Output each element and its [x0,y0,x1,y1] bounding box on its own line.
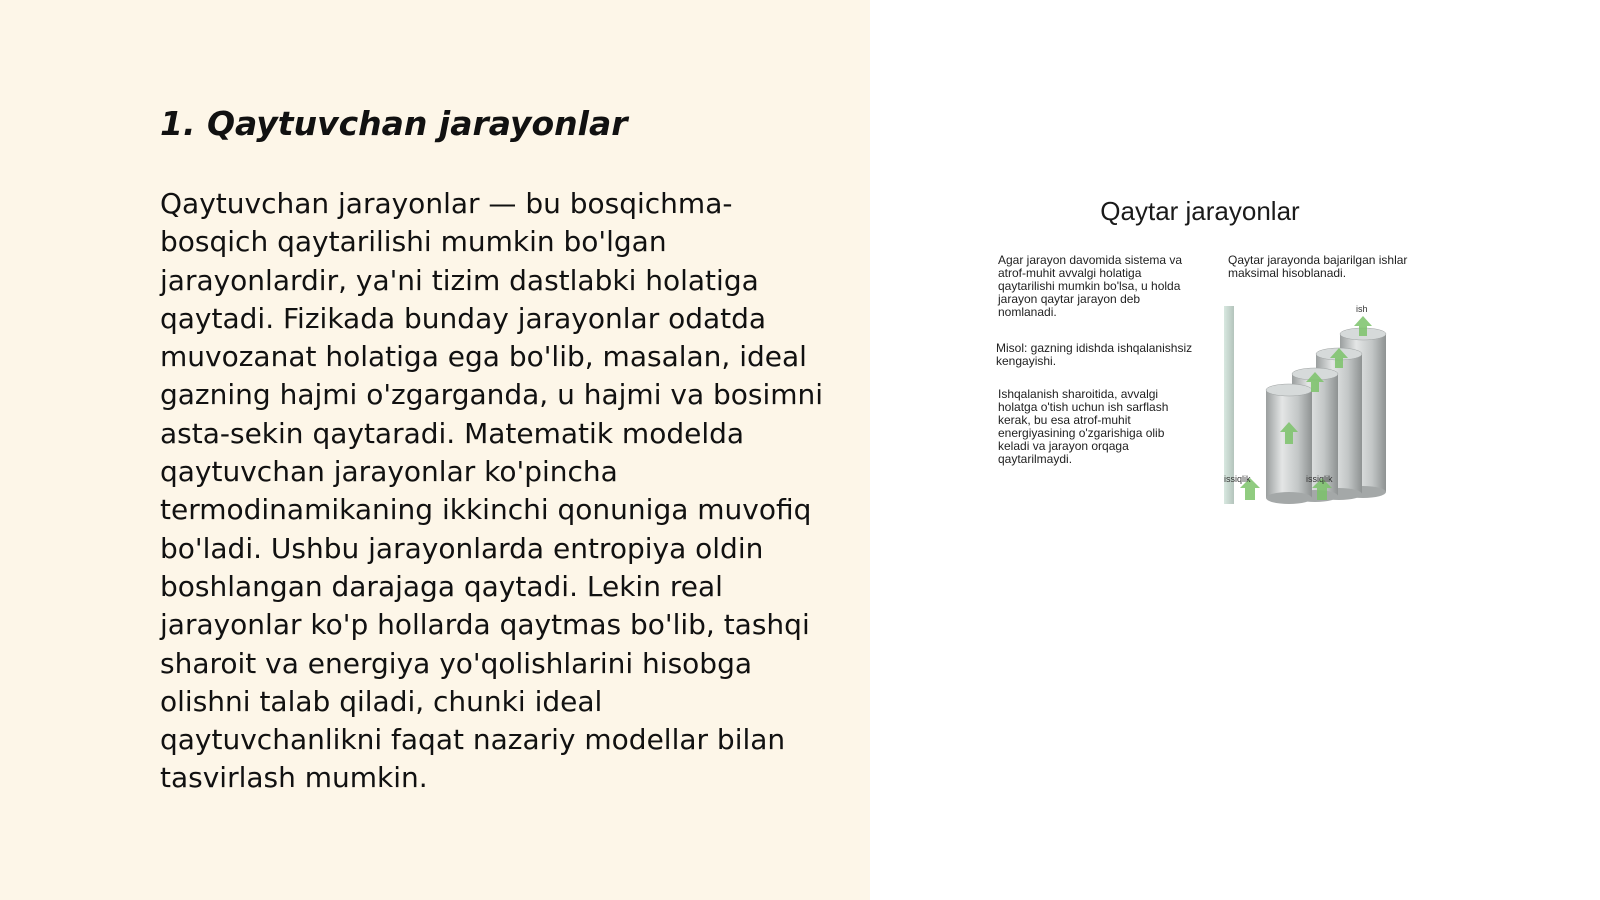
label-heat-right: issiqlik [1306,474,1333,484]
slide-title: 1. Qaytuvchan jarayonlar [160,104,628,143]
figure-title: Qaytar jarayonlar [1100,196,1300,226]
label-work: ish [1356,304,1368,314]
cylinders-illustration [1222,302,1422,507]
figure-text-definition: Agar jarayon davomida sistema va atrof-muhit avvalgi holatiga qaytarilishi mumkin bo'lsa, u holda jarayon qaytar jarayon deb nomlanadi. [998,253,1183,319]
label-heat-left: issiqlik [1224,474,1251,484]
slide-body-text: Qaytuvchan jarayonlar — bu bosqichma-bosqich qaytarilishi mumkin bo'lgan jarayonlardir, ya'ni tizim dastlabki holatiga qaytadi. Fizikada bunday jarayonlar odatda muvozanat holatiga ega bo'lib, masalan, ideal gazning hajmi o'zgarganda, u hajmi va bosimni asta-sekin qaytaradi. Matematik modelda qaytuvchan jarayonlar ko'pincha termodinamikaning ikkinchi qonuniga muvofiq bo'ladi. Ushbu jarayonlarda entropiya oldin boshlangan darajaga qaytadi. Lekin real jarayonlar ko'p hollarda qaytmas bo'lib, tashqi sharoit va energiya yo'qolishlarini hisobga olishni talab qiladi, chunki ideal qaytuvchanlikni faqat nazariy modellar bilan tasvirlash mumkin. [160,187,824,795]
figure-reversible-processes [990,192,1430,512]
figure-text-friction: Ishqalanish sharoitida, avvalgi holatga o'tish uchun ish sarflash kerak, bu esa atrof-muhit energiyasining o'zgarishiga olib keladi va jarayon orqaga qaytarilmaydi. [998,387,1169,466]
figure-text-max-work: Qaytar jarayonda bajarilgan ishlar maksimal hisoblanadi. [1228,253,1408,280]
figure-text-example: Misol: gazning idishda ishqalanishsiz kengayishi. [996,341,1193,368]
